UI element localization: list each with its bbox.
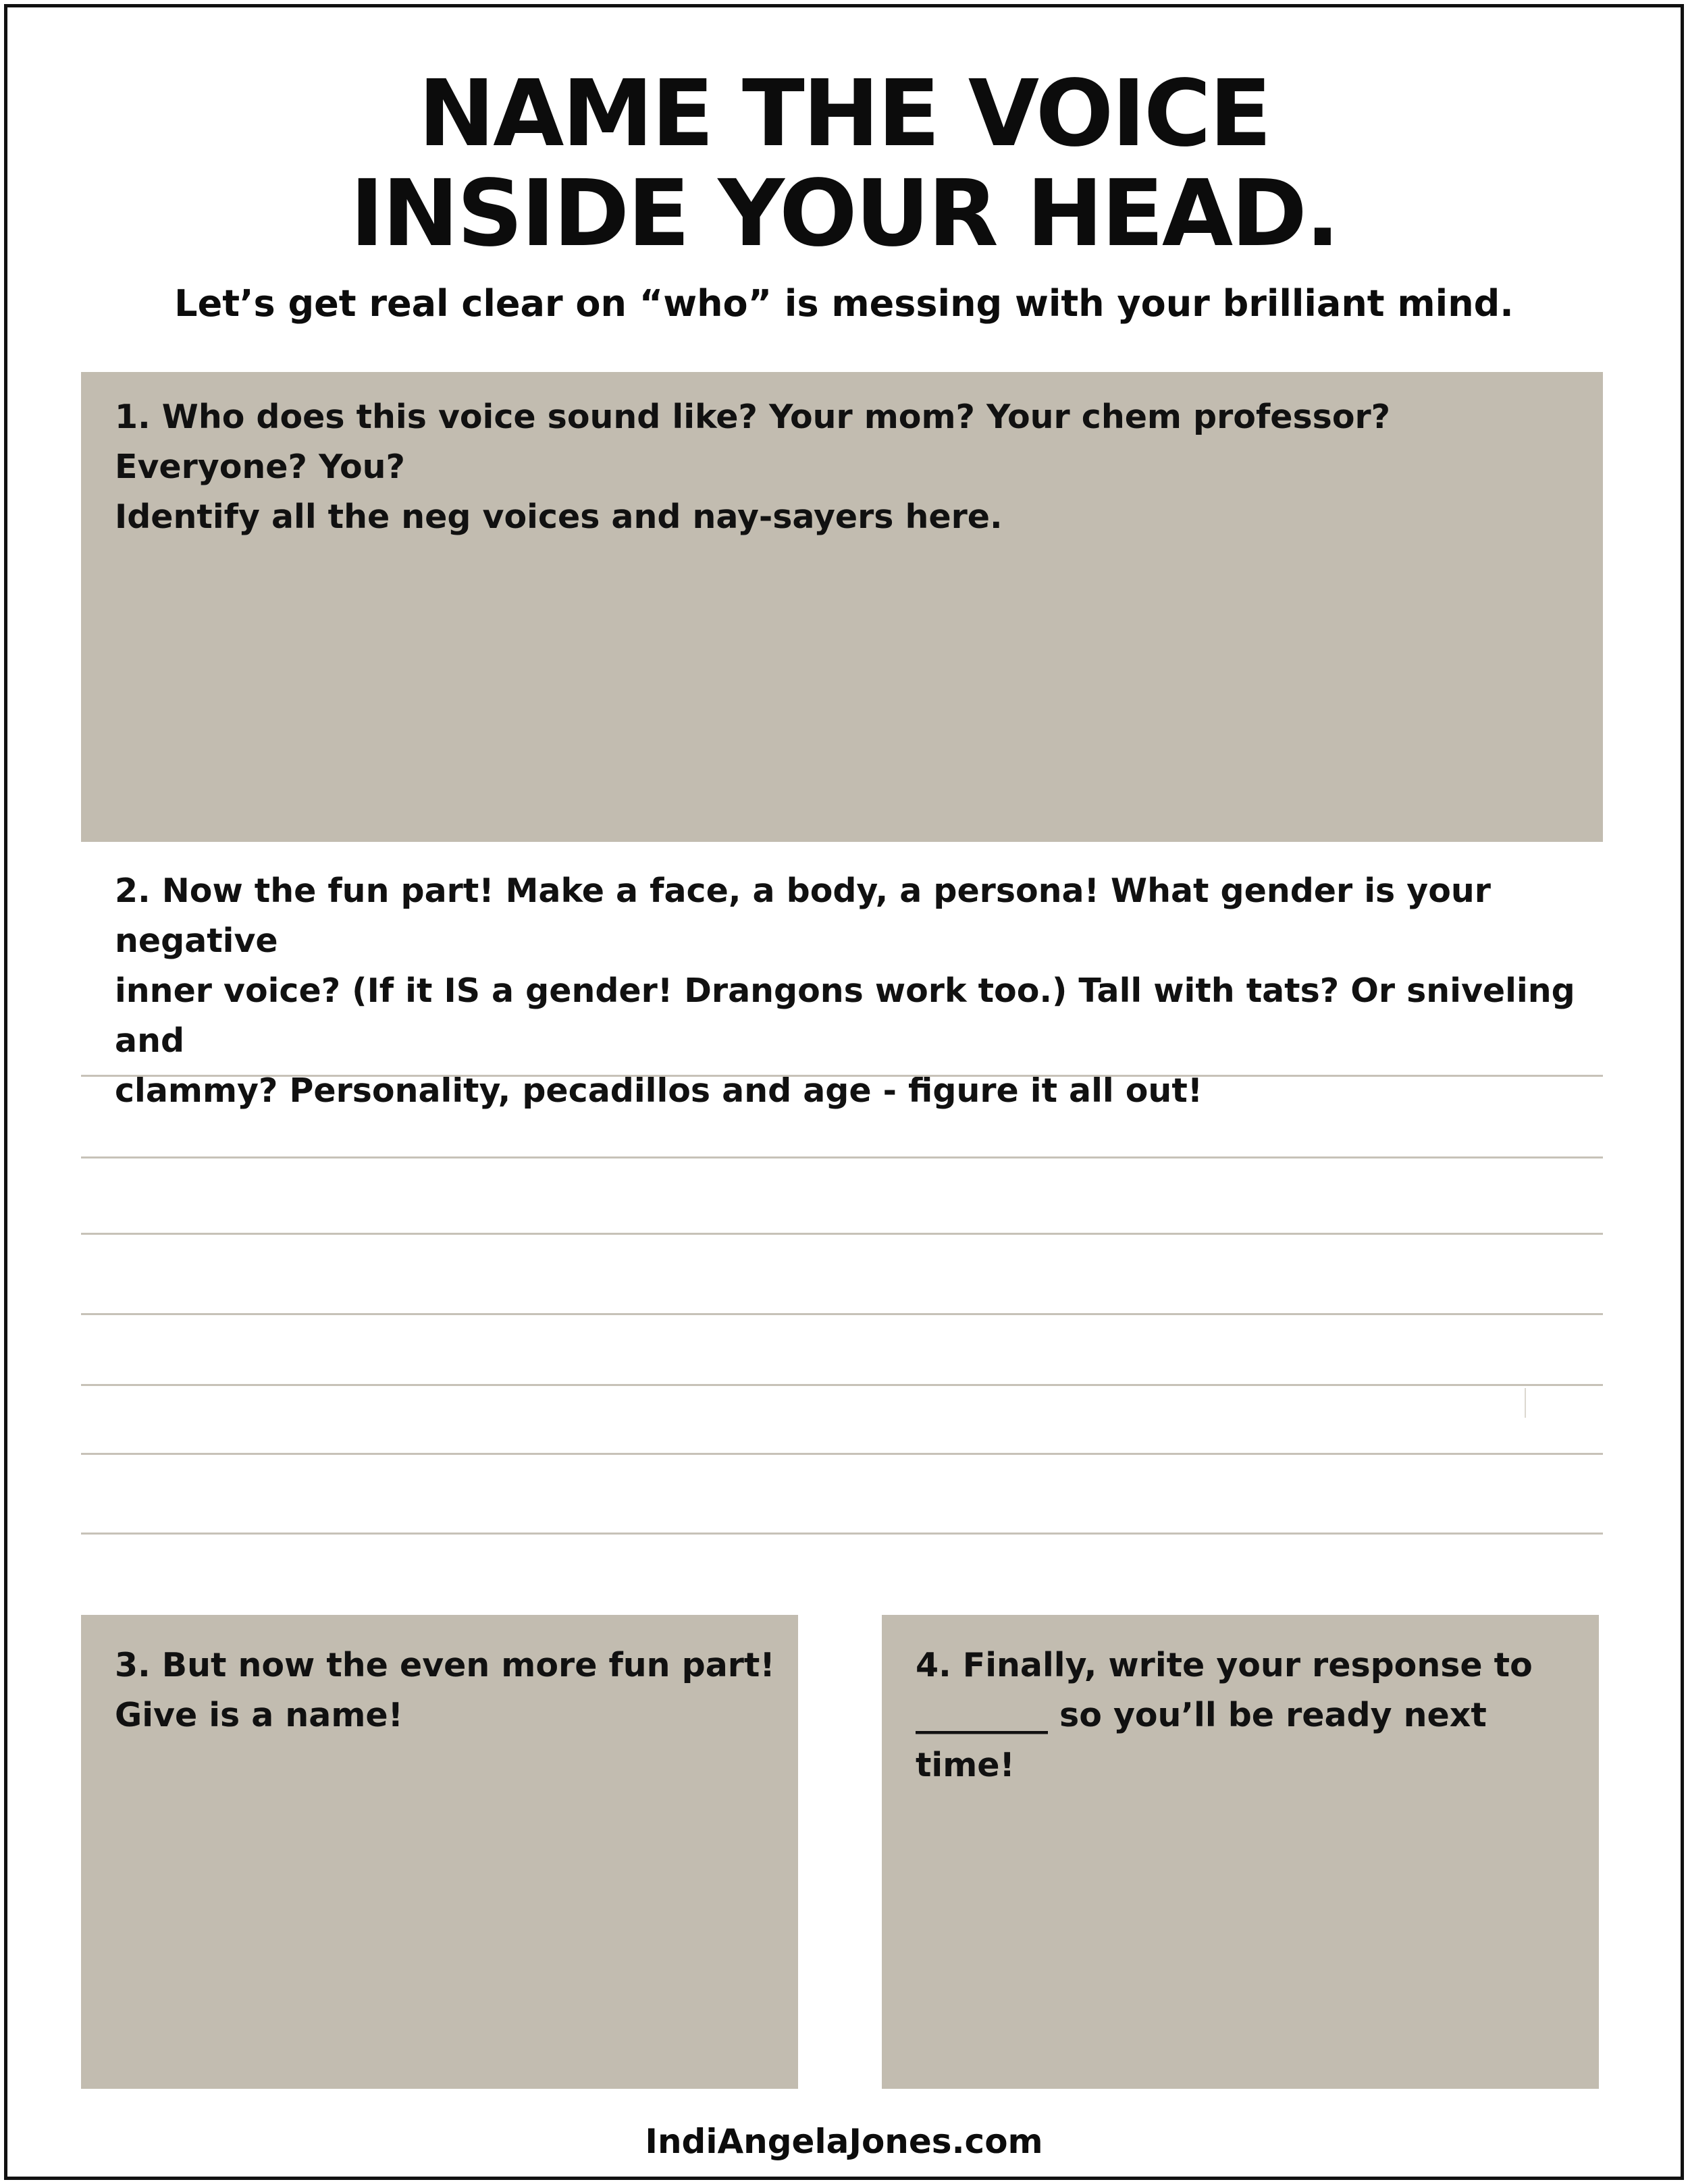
page-subtitle: Let’s get real clear on “who” is messing with your brilliant mind. (174, 282, 1514, 325)
title-line-1: NAME THE VOICE (418, 61, 1270, 167)
question-3-line-2: Give is a name! (115, 1696, 403, 1734)
writing-line[interactable] (81, 1384, 1603, 1386)
title-line-2: INSIDE YOUR HEAD. (350, 161, 1338, 267)
writing-line[interactable] (81, 1453, 1603, 1455)
question-1-line-2: Identify all the neg voices and nay-sayers here. (115, 498, 1003, 536)
question-3-prompt (115, 1641, 778, 1740)
question-2-line-2: inner voice? (If it IS a gender! Drangons work too.) Tall with tats? Or sniveling and (115, 971, 1575, 1060)
question-1-line-1: 1. Who does this voice sound like? Your mom? Your chem professor? Everyone? You? (115, 398, 1391, 486)
writing-line[interactable] (81, 1533, 1603, 1535)
question-2-line-1: 2. Now the fun part! Make a face, a body, a persona! What gender is your negative (115, 872, 1491, 960)
question-4-line-1: 4. Finally, write your response to (916, 1646, 1533, 1684)
writing-line[interactable] (81, 1233, 1603, 1235)
writing-line[interactable] (81, 1313, 1603, 1315)
question-4-prompt (916, 1641, 1579, 1790)
question-2-prompt (115, 866, 1600, 1116)
question-3-line-1: 3. But now the even more fun part! (115, 1646, 775, 1684)
writing-line[interactable] (81, 1156, 1603, 1158)
question-4-line-2: ________ so you’ll be ready next time! (916, 1696, 1487, 1784)
page-title (0, 61, 1688, 267)
question-2-line-3: clammy? Personality, pecadillos and age - figure it all out! (115, 1071, 1203, 1110)
answer-box-3[interactable] (81, 1615, 798, 2089)
answer-box-1[interactable] (81, 372, 1603, 842)
writing-line[interactable] (81, 1075, 1603, 1077)
question-1-prompt (115, 392, 1583, 542)
faint-divider-mark (1525, 1388, 1526, 1418)
answer-box-4[interactable] (882, 1615, 1599, 2089)
footer-website: IndiAngelaJones.com (645, 2122, 1043, 2161)
